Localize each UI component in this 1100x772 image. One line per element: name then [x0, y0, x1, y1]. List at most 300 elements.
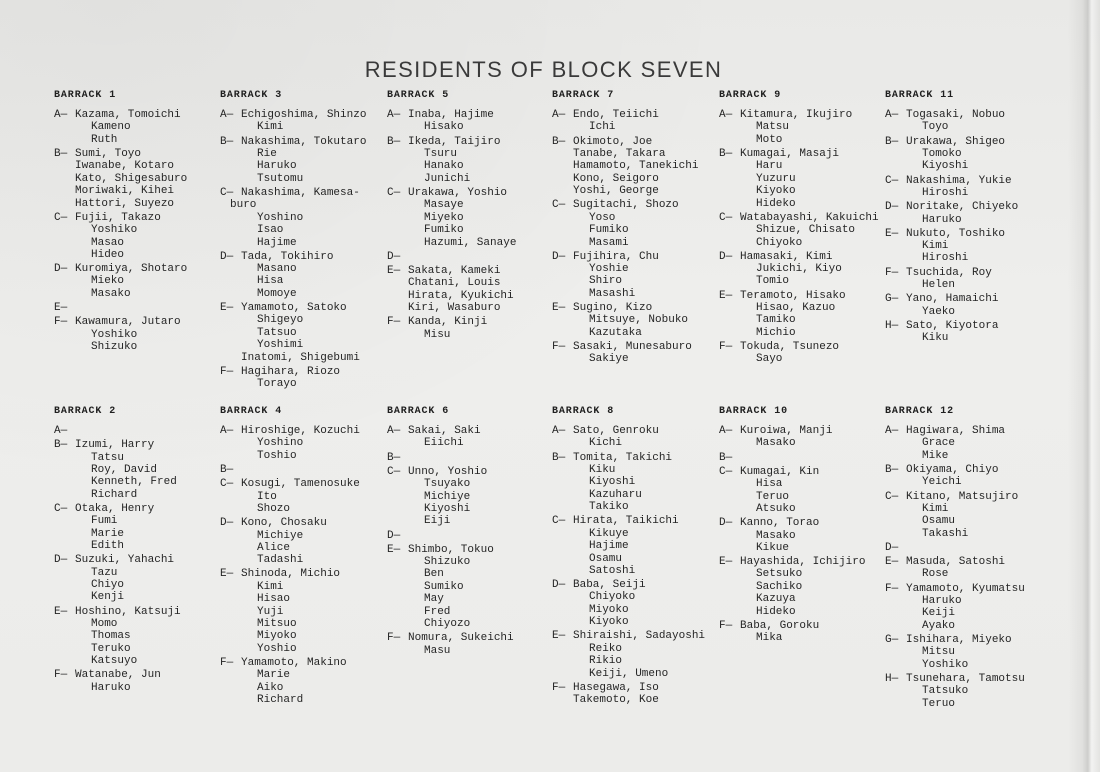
unit-prefix: B—: [220, 135, 234, 148]
family-member-name: Junichi: [424, 172, 471, 185]
family-member-name: Chiyoko: [589, 591, 636, 604]
household-head-name: Izumi, Harry: [75, 439, 155, 452]
barrack-heading: BARRACK 6: [387, 406, 450, 417]
unit-line: [387, 466, 551, 478]
unit-entry: [719, 425, 883, 450]
family-member-name: Miyoko: [589, 603, 629, 616]
unit-line: [552, 682, 716, 694]
family-member-name: Michiye: [424, 490, 471, 503]
household-head-name: Baba, Seiji: [573, 579, 646, 592]
barrack-column: [54, 90, 218, 353]
family-member-name: Hiroshi: [922, 252, 969, 265]
unit-prefix: F—: [719, 619, 733, 632]
unit-prefix: B—: [552, 451, 566, 464]
unit-prefix: F—: [552, 341, 566, 354]
family-member-name: Masako: [756, 437, 796, 450]
unit-line: [220, 366, 384, 378]
unit-line: [54, 554, 218, 566]
household-head-name: Kiri, Wasaburo: [408, 302, 501, 315]
unit-entry: [54, 439, 218, 501]
family-member-name: Hajime: [257, 236, 297, 249]
unit-line: [387, 136, 551, 148]
family-member-name: Roy, David: [91, 463, 158, 476]
unit-prefix: B—: [719, 147, 733, 160]
family-member-name: Masano: [257, 263, 297, 276]
household-head-name: Yamamoto, Kyumatsu: [906, 582, 1025, 595]
unit-entry: [552, 251, 716, 301]
household-head-name: Hayashida, Ichijiro: [740, 556, 866, 569]
unit-line: [54, 669, 218, 681]
unit-prefix: A—: [54, 425, 68, 437]
household-head-name: Kawamura, Jutaro: [75, 316, 181, 329]
family-member-name: Tazu: [91, 566, 118, 579]
unit-entry: [719, 290, 883, 340]
barrack-column: [719, 90, 883, 366]
unit-entry: [552, 109, 716, 134]
family-member-name: Chiyo: [91, 579, 125, 592]
unit-line: [552, 109, 716, 121]
family-member-name: Edith: [91, 540, 125, 553]
family-member-name: Masako: [91, 287, 131, 300]
barrack-column: [220, 90, 384, 391]
barrack-column: [54, 406, 218, 694]
family-member-name: Kenji: [91, 591, 125, 604]
household-head-name: Iwanabe, Kotaro: [75, 160, 175, 173]
household-head-name: Baba, Goroku: [740, 619, 820, 632]
barrack-heading: BARRACK 2: [54, 406, 117, 417]
family-member-name: Osamu: [589, 552, 623, 565]
family-member-name: Hazumi, Sanaye: [424, 236, 517, 249]
unit-prefix: E—: [552, 302, 566, 315]
unit-entry: [552, 682, 716, 707]
family-member-name: Yaeko: [922, 305, 956, 318]
unit-prefix: D—: [885, 201, 899, 214]
household-head-name: Sumi, Toyo: [75, 147, 142, 160]
unit-prefix: B—: [220, 463, 234, 476]
unit-entry: [552, 199, 716, 249]
family-member-name: Hisako: [424, 121, 464, 134]
unit-entry: [387, 632, 551, 657]
unit-line: [54, 212, 218, 224]
unit-prefix: F—: [387, 632, 401, 645]
family-member-name: Yoshino: [257, 211, 304, 224]
unit-prefix: A—: [552, 425, 566, 437]
family-member-name: Toshio: [257, 449, 297, 462]
unit-prefix: D—: [719, 250, 733, 263]
family-member-name: Kiku: [922, 332, 949, 345]
unit-prefix: C—: [220, 186, 234, 199]
household-head-name: Teramoto, Hisako: [740, 289, 846, 302]
unit-line: [885, 542, 1049, 554]
barrack-heading: BARRACK 10: [719, 406, 789, 417]
unit-prefix: C—: [719, 211, 733, 224]
family-member-name: Kichi: [589, 437, 623, 450]
unit-entry: [552, 425, 716, 450]
barrack-heading: BARRACK 11: [885, 90, 955, 101]
unit-line: [387, 425, 551, 437]
barrack-column: [387, 90, 551, 341]
unit-line: [220, 302, 384, 314]
barrack-column: [220, 406, 384, 707]
household-head-name: Kitamura, Ikujiro: [740, 109, 853, 121]
unit-line: [885, 228, 1049, 240]
unit-prefix: A—: [54, 109, 68, 121]
family-member-name: Shizuko: [424, 556, 471, 569]
unit-entry: [885, 109, 1049, 134]
unit-prefix: E—: [387, 543, 401, 556]
household-head-name: Watabayashi, Kakuichi: [740, 211, 879, 224]
family-member-name: Yoshimi: [257, 339, 304, 352]
unit-prefix: G—: [885, 634, 899, 647]
family-member-name: Fumi: [91, 515, 118, 528]
unit-prefix: D—: [552, 250, 566, 263]
household-head-name: Sakai, Saki: [408, 425, 481, 437]
family-member-name: Kameno: [91, 121, 131, 134]
unit-entry: [387, 425, 551, 450]
unit-line: [387, 452, 551, 464]
family-member-name: Ayako: [922, 619, 956, 632]
unit-line: [719, 341, 883, 353]
unit-line: [719, 109, 883, 121]
unit-entry: [719, 109, 883, 146]
barrack-column: [387, 406, 551, 657]
family-member-name: Tamiko: [756, 314, 796, 327]
family-member-name: Moto: [756, 133, 783, 146]
unit-entry: [885, 542, 1049, 554]
unit-line: [54, 316, 218, 328]
unit-prefix: A—: [885, 109, 899, 121]
unit-entry: [387, 316, 551, 341]
unit-prefix: C—: [552, 515, 566, 528]
family-member-name: Fumiko: [424, 224, 464, 237]
family-member-name: Satoshi: [589, 564, 636, 577]
household-head-name: Kono, Chosaku: [241, 517, 327, 530]
family-member-name: Kiyoko: [589, 616, 629, 629]
household-head-name: Tanabe, Takara: [573, 147, 666, 160]
family-member-name: Masashi: [589, 287, 636, 300]
unit-line: [885, 293, 1049, 305]
family-member-name: Kiyoshi: [589, 476, 636, 489]
family-member-name: Hideko: [756, 605, 796, 618]
household-head-name: Takemoto, Koe: [573, 694, 659, 707]
unit-entry: [54, 148, 218, 210]
unit-entry: [885, 583, 1049, 633]
unit-entry: [387, 251, 551, 263]
unit-entry: [54, 554, 218, 604]
family-member-name: Ben: [424, 568, 444, 581]
unit-entry: [719, 251, 883, 288]
family-member-name: Alice: [257, 541, 291, 554]
family-member-name: Masao: [91, 236, 125, 249]
family-member-name: Toyo: [922, 121, 949, 134]
household-head-name: Tomita, Takichi: [573, 451, 673, 464]
family-member-name: Sumiko: [424, 580, 464, 593]
unit-entry: [719, 466, 883, 516]
unit-prefix: A—: [719, 425, 733, 437]
unit-line: [387, 187, 551, 199]
household-head-name: Chatani, Louis: [408, 277, 501, 290]
family-member-name: Yoshie: [589, 263, 629, 276]
family-member-name: Hideko: [756, 197, 796, 210]
family-member-name: Masako: [756, 529, 796, 542]
unit-entry: [552, 136, 716, 198]
unit-prefix: E—: [885, 227, 899, 240]
family-member-name: Yuzuru: [756, 172, 796, 185]
unit-entry: [387, 187, 551, 249]
family-member-name: Yoshino: [257, 437, 304, 450]
family-member-name: Hisao: [257, 593, 291, 606]
unit-entry: [885, 175, 1049, 200]
unit-line: [885, 320, 1049, 332]
unit-entry: [387, 265, 551, 315]
family-member-name: Haruko: [922, 595, 962, 608]
family-member-name: Kiyoshi: [922, 160, 969, 173]
family-member-name: Shizuko: [91, 341, 138, 354]
family-member-name: Kenneth, Fred: [91, 476, 177, 489]
unit-line: [387, 316, 551, 328]
unit-entry: [54, 212, 218, 262]
unit-prefix: E—: [387, 264, 401, 277]
household-head-name: Hamamoto, Tanekichi: [573, 160, 699, 173]
unit-line: [719, 148, 883, 160]
family-member-name: Hisao, Kazuo: [756, 302, 836, 315]
unit-prefix: B—: [885, 463, 899, 476]
household-head-name: Togasaki, Nobuo: [906, 109, 1006, 121]
unit-prefix: H—: [885, 319, 899, 332]
household-head-name: Okiyama, Chiyo: [906, 463, 999, 476]
unit-entry: [220, 657, 384, 707]
family-member-name: Yoshiko: [91, 224, 138, 237]
family-member-name: May: [424, 593, 444, 606]
family-member-name: Hisa: [257, 275, 284, 288]
family-member-name: Richard: [257, 694, 304, 707]
unit-line: [885, 109, 1049, 121]
unit-entry: [387, 109, 551, 134]
household-head-name: Hamasaki, Kimi: [740, 250, 833, 263]
unit-prefix: C—: [54, 502, 68, 515]
household-head-name: Kuromiya, Shotaro: [75, 263, 188, 276]
family-member-name: Kiyoshi: [424, 502, 471, 515]
unit-line: [885, 201, 1049, 213]
barrack-column: [552, 90, 716, 366]
unit-line: [552, 302, 716, 314]
family-member-name: Ito: [257, 490, 277, 503]
unit-prefix: F—: [885, 266, 899, 279]
unit-line: [387, 109, 551, 121]
unit-line: [220, 517, 384, 529]
family-member-name: Sachiko: [756, 580, 803, 593]
unit-entry: [220, 517, 384, 567]
household-head-name: Suzuki, Yahachi: [75, 554, 175, 567]
household-head-name: Nukuto, Toshiko: [906, 227, 1006, 240]
household-head-name: Fujihira, Chu: [573, 250, 659, 263]
household-head-name: Shiraishi, Sadayoshi: [573, 630, 706, 643]
unit-entry: [552, 515, 716, 577]
unit-entry: [387, 544, 551, 631]
barrack-column: [719, 406, 883, 645]
unit-line: [885, 267, 1049, 279]
unit-prefix: G—: [885, 293, 899, 306]
unit-entry: [885, 634, 1049, 671]
unit-line: [387, 265, 551, 277]
unit-line: [719, 620, 883, 632]
family-member-name: Rikio: [589, 655, 623, 668]
family-member-name: Sayo: [756, 353, 783, 366]
unit-line: [885, 425, 1049, 437]
family-member-name: Torayo: [257, 378, 297, 391]
unit-entry: [885, 464, 1049, 489]
family-member-name: Mitsuo: [257, 618, 297, 631]
family-member-name: Tadashi: [257, 554, 304, 567]
unit-line: [220, 657, 384, 669]
family-member-name: Michiye: [257, 529, 304, 542]
unit-line: [885, 556, 1049, 568]
family-member-name: Ichi: [589, 121, 616, 134]
unit-entry: [220, 109, 384, 134]
family-member-name: Tsuru: [424, 147, 458, 160]
unit-prefix: F—: [220, 365, 234, 378]
family-member-name: Yoso: [589, 211, 616, 224]
unit-prefix: A—: [220, 425, 234, 437]
household-head-name: Masuda, Satoshi: [906, 556, 1006, 569]
family-member-name: Yoshio: [257, 642, 297, 655]
unit-entry: [719, 148, 883, 210]
family-member-name: Kazuharu: [589, 488, 642, 501]
household-head-name: Hoshino, Katsuji: [75, 605, 181, 618]
unit-entry: [54, 316, 218, 353]
household-head-name: Tsunehara, Tamotsu: [906, 673, 1025, 685]
unit-entry: [885, 228, 1049, 265]
family-member-name: Haruko: [257, 160, 297, 173]
family-member-name: Aiko: [257, 681, 284, 694]
family-member-name: Kazuya: [756, 593, 796, 606]
family-member-name: Keiji, Umeno: [589, 667, 669, 680]
name-continuation: buro: [230, 199, 257, 212]
household-head-name: Echigoshima, Shinzo: [241, 109, 367, 121]
family-member-name: Kikue: [756, 541, 790, 554]
household-head-name: Hiroshige, Kozuchi: [241, 425, 360, 437]
unit-line: [552, 341, 716, 353]
household-head-name: Nakashima, Kamesa-: [241, 186, 360, 199]
unit-prefix: C—: [387, 465, 401, 478]
unit-line: [719, 556, 883, 568]
household-head-name: Otaka, Henry: [75, 502, 155, 515]
household-head-name: Sakata, Kameki: [408, 264, 501, 277]
household-head-name: Unno, Yoshio: [408, 465, 488, 478]
household-head-name: Yoshi, George: [573, 185, 659, 198]
unit-line: [885, 464, 1049, 476]
family-member-name: Kazutaka: [589, 326, 642, 339]
household-head-name: Kono, Seigoro: [573, 172, 659, 185]
unit-prefix: C—: [54, 211, 68, 224]
household-head-name: Yamamoto, Makino: [241, 657, 347, 670]
household-head-name: Nakashima, Tokutaro: [241, 135, 367, 148]
unit-prefix: A—: [552, 109, 566, 121]
household-head-name: Yano, Hamaichi: [906, 293, 999, 306]
unit-entry: [220, 568, 384, 655]
family-member-name: Jukichi, Kiyo: [756, 263, 842, 276]
unit-prefix: B—: [719, 451, 733, 464]
unit-line: [220, 187, 384, 199]
unit-line: [885, 136, 1049, 148]
household-head-name: Noritake, Chiyeko: [906, 201, 1019, 214]
unit-entry: [719, 452, 883, 464]
unit-line: [552, 452, 716, 464]
family-member-name: Osamu: [922, 515, 956, 528]
family-member-name: Shozo: [257, 502, 291, 515]
unit-entry: [220, 425, 384, 462]
unit-prefix: D—: [885, 541, 899, 554]
barrack-column: [885, 406, 1049, 710]
household-head-name: Ikeda, Taijiro: [408, 135, 501, 148]
unit-entry: [552, 630, 716, 680]
family-member-name: Teruo: [756, 490, 790, 503]
family-member-name: Rose: [922, 568, 949, 581]
unit-line: [54, 148, 218, 160]
unit-line: [885, 491, 1049, 503]
unit-entry: [719, 556, 883, 618]
unit-prefix: A—: [885, 425, 899, 437]
household-head-name: Kato, Shigesaburo: [75, 172, 188, 185]
barrack-heading: BARRACK 8: [552, 406, 615, 417]
household-head-name: Kanno, Torao: [740, 517, 820, 530]
unit-entry: [885, 673, 1049, 710]
household-head-name: Tada, Tokihiro: [241, 250, 334, 263]
unit-entry: [552, 452, 716, 514]
unit-line: [552, 515, 716, 527]
family-member-name: Richard: [91, 488, 138, 501]
unit-prefix: F—: [220, 657, 234, 670]
unit-line: [387, 251, 551, 263]
unit-prefix: A—: [719, 109, 733, 121]
family-member-name: Fumiko: [589, 224, 629, 237]
barrack-heading: BARRACK 7: [552, 90, 615, 101]
unit-entry: [885, 136, 1049, 173]
family-member-name: Kimi: [922, 502, 949, 515]
barrack-heading: BARRACK 12: [885, 406, 955, 417]
household-head-name: Shinoda, Michio: [241, 568, 341, 581]
unit-entry: [54, 606, 218, 668]
family-member-name: Haruko: [91, 681, 131, 694]
family-member-name: Kimi: [922, 240, 949, 253]
unit-prefix: B—: [885, 135, 899, 148]
unit-entry: [387, 136, 551, 186]
unit-entry: [885, 201, 1049, 226]
unit-line: [552, 136, 716, 148]
household-head-name: Tsuchida, Roy: [906, 266, 992, 279]
unit-line: [220, 136, 384, 148]
household-head-name: Urakawa, Shigeo: [906, 135, 1006, 148]
unit-prefix: H—: [885, 673, 899, 685]
unit-entry: [220, 187, 384, 249]
unit-line: [719, 517, 883, 529]
household-head-name: Sasaki, Munesaburo: [573, 341, 692, 354]
unit-prefix: D—: [54, 263, 68, 276]
unit-line: [885, 634, 1049, 646]
unit-entry: [54, 425, 218, 437]
unit-prefix: B—: [387, 135, 401, 148]
household-head-name: Yamamoto, Satoko: [241, 302, 347, 315]
unit-line: [552, 579, 716, 591]
family-member-name: Momoye: [257, 287, 297, 300]
household-head-name: Hagiwara, Shima: [906, 425, 1006, 437]
family-member-name: Hajime: [589, 540, 629, 553]
family-member-name: Yoshiko: [91, 328, 138, 341]
unit-line: [220, 568, 384, 580]
family-member-name: Kiyoko: [756, 185, 796, 198]
family-member-name: Tsuyako: [424, 478, 471, 491]
barrack-heading: BARRACK 4: [220, 406, 283, 417]
